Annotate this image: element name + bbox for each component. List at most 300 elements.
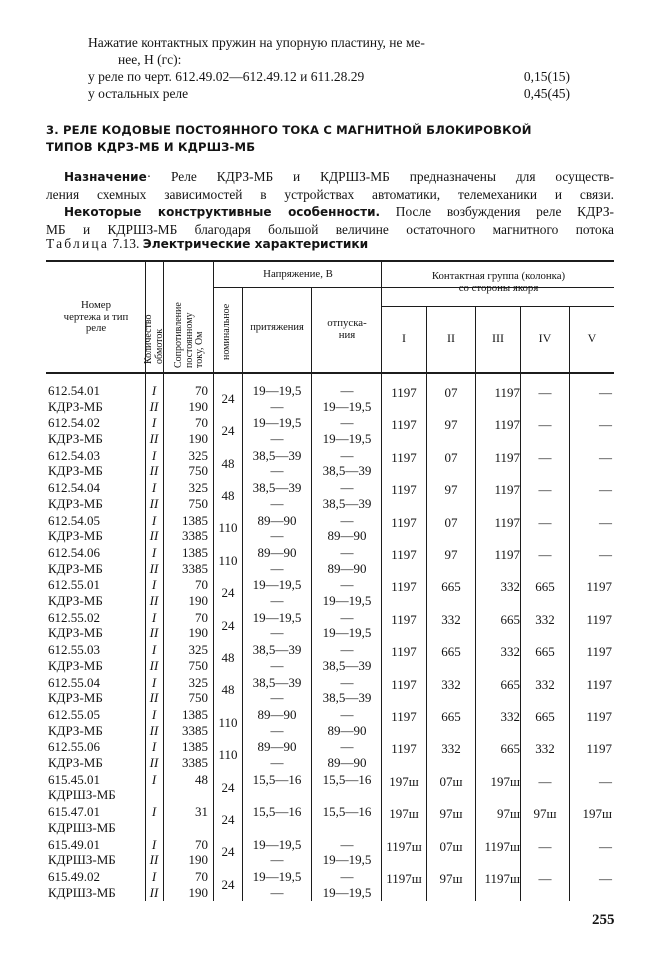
relay-type: КДРЗ-МБ [48, 463, 103, 479]
header-col-3 [476, 333, 520, 345]
contact-group-1: 1197ш [386, 838, 422, 854]
resistance-value: 325 [188, 642, 208, 658]
contact-group-3: 665 [500, 741, 520, 757]
contact-group-2: 07ш [439, 773, 463, 789]
winding-count: II [149, 592, 159, 608]
drawing-number: 612.54.05 [48, 512, 100, 528]
drawing-number: 612.55.06 [48, 739, 100, 755]
header-text: ния [338, 328, 356, 341]
pickup-voltage: — [270, 722, 284, 738]
winding-count: II [149, 463, 159, 479]
pickup-voltage: 19—19,5 [252, 609, 302, 625]
contact-group-3: 1197 [494, 547, 520, 562]
release-voltage: 19—19,5 [322, 592, 372, 608]
release-voltage: — [340, 609, 354, 625]
contact-group-5: — [599, 514, 612, 530]
drawing-number: 612.54.02 [48, 415, 100, 431]
winding-count: II [149, 528, 159, 544]
pickup-voltage: — [270, 852, 284, 868]
winding-count: I [151, 707, 157, 722]
contact-group-2: 665 [441, 709, 461, 724]
contact-group-4: — [538, 514, 552, 530]
contact-group-2: 332 [441, 676, 461, 692]
drawing-number: 612.55.03 [48, 642, 100, 658]
resistance-value: 190 [188, 852, 208, 868]
contact-group-2: 07 [444, 449, 458, 465]
paragraph-text: После возбуждения реле КДРЗ- [380, 204, 614, 219]
release-voltage: 38,5—39 [322, 657, 372, 673]
contact-group-1: 1197 [391, 709, 417, 724]
winding-count: I [151, 739, 157, 755]
resistance-value: 70 [195, 836, 208, 852]
release-voltage: 89—90 [327, 722, 367, 738]
contact-group-2: 97 [444, 417, 458, 433]
resistance-value: 70 [195, 415, 208, 431]
header-text: постоянному [183, 312, 195, 368]
relay-type: КДРЗ-МБ [48, 592, 103, 608]
pickup-voltage: 38,5—39 [252, 642, 302, 658]
header-pickup [243, 322, 311, 334]
release-voltage: — [340, 415, 354, 431]
purpose-label: Назначение [64, 170, 147, 184]
drawing-number: 612.55.04 [48, 674, 100, 690]
nominal-voltage: 110 [218, 747, 238, 763]
release-voltage: 38,5—39 [322, 690, 372, 706]
contact-group-3: 1197 [494, 385, 520, 400]
spec-text: Нажатие контактных пружин на упорную пластину, не ме- [88, 35, 425, 50]
contact-group-3: 1197 [494, 449, 520, 465]
resistance-value: 750 [188, 690, 208, 706]
release-voltage: 19—19,5 [322, 398, 372, 414]
header-number [48, 300, 144, 335]
release-voltage: 19—19,5 [322, 852, 372, 868]
pickup-voltage: 19—19,5 [252, 836, 302, 852]
relay-type: КДРШЗ-МБ [48, 819, 116, 835]
pickup-voltage: 15,5—16 [252, 804, 302, 820]
winding-count: II [149, 495, 159, 511]
winding-count: II [149, 430, 159, 446]
contact-group-5: — [599, 449, 612, 465]
contact-group-5: — [599, 482, 612, 498]
relay-type: КДРЗ-МБ [48, 495, 103, 511]
header-col-2 [427, 333, 475, 345]
contact-group-1: 1197 [391, 579, 417, 595]
resistance-value: 190 [188, 398, 208, 414]
contact-group-5: 1197 [586, 676, 612, 692]
pickup-voltage: 38,5—39 [252, 480, 302, 496]
header-text: току, Ом [194, 331, 205, 368]
drawing-number: 612.54.04 [48, 480, 100, 496]
pickup-voltage: 89—90 [257, 512, 297, 528]
resistance-value: 190 [188, 884, 208, 900]
header-text: со стороны якоря [458, 281, 539, 294]
contact-group-1: 1197 [391, 611, 417, 627]
contact-group-2: 97 [444, 482, 458, 498]
contact-group-2: 332 [441, 741, 461, 757]
contact-group-4: — [538, 838, 552, 854]
pickup-voltage: — [270, 625, 284, 641]
contact-group-4: — [538, 449, 552, 465]
relay-type: КДРЗ-МБ [48, 398, 103, 414]
nominal-voltage: 110 [218, 714, 238, 730]
pickup-voltage: 89—90 [257, 739, 297, 755]
contact-group-4: 332 [535, 611, 555, 627]
contact-group-1: 1197 [391, 547, 417, 562]
contact-group-4: 332 [535, 741, 555, 757]
nominal-voltage: 24 [221, 779, 235, 795]
pickup-voltage: 19—19,5 [252, 415, 302, 431]
header-text: I [402, 331, 406, 345]
header-resistance [174, 302, 206, 368]
winding-count: I [151, 804, 157, 820]
header-text: IV [538, 331, 552, 345]
contact-group-1: 1197 [391, 482, 417, 498]
contact-group-4: — [538, 871, 552, 886]
resistance-value: 70 [195, 869, 208, 884]
winding-count: I [151, 415, 157, 431]
contact-group-4: — [538, 773, 552, 789]
contact-group-5: — [599, 773, 612, 789]
drawing-number: 612.54.03 [48, 447, 100, 463]
contact-group-4: 97ш [533, 806, 557, 822]
contact-group-5: 1197 [586, 579, 612, 595]
header-text: Номер [80, 299, 111, 311]
release-voltage: — [340, 739, 354, 755]
header-text: обмоток [153, 328, 165, 364]
relay-type: КДРЗ-МБ [48, 625, 103, 641]
relay-type: КДРЗ-МБ [48, 430, 103, 446]
resistance-value: 70 [195, 577, 208, 593]
nominal-voltage: 48 [221, 682, 235, 698]
resistance-value: 1385 [182, 739, 208, 755]
contact-group-3: 197ш [490, 773, 520, 789]
contact-group-5: — [599, 838, 612, 854]
release-voltage: 15,5—16 [322, 804, 372, 820]
release-voltage: 19—19,5 [322, 430, 372, 446]
header-contacts [383, 271, 614, 294]
contact-group-5: — [599, 385, 612, 400]
nominal-voltage: 24 [221, 585, 235, 601]
release-voltage: — [340, 383, 354, 398]
contact-group-1: 1197 [391, 676, 417, 692]
contact-group-1: 1197ш [386, 871, 422, 886]
nominal-voltage: 24 [221, 876, 235, 892]
contact-group-3: 1197ш [484, 838, 520, 854]
header-bottom-rule [46, 372, 614, 374]
release-voltage: — [340, 545, 354, 560]
winding-count: II [149, 560, 159, 576]
contact-group-3: 97ш [496, 806, 520, 822]
winding-count: I [151, 642, 157, 658]
winding-count: II [149, 722, 159, 738]
release-voltage: 89—90 [327, 754, 367, 770]
drawing-number: 612.54.06 [48, 545, 100, 560]
winding-count: I [151, 836, 157, 852]
winding-count: II [149, 625, 159, 641]
contact-group-4: — [538, 482, 552, 498]
contact-group-4: 665 [535, 579, 555, 595]
contact-group-1: 197ш [389, 806, 419, 822]
contact-group-3: 1197ш [484, 871, 520, 886]
release-voltage: 89—90 [327, 560, 367, 576]
resistance-value: 750 [188, 657, 208, 673]
header-text: притяжения [250, 322, 304, 333]
caption-title: Электрические характеристики [142, 237, 369, 251]
contact-group-4: — [538, 417, 552, 433]
contact-group-2: 97 [444, 547, 458, 562]
header-text: Контактная группа (колонка) [431, 270, 566, 282]
release-voltage: 89—90 [327, 528, 367, 544]
drawing-number: 615.45.01 [48, 771, 100, 787]
nominal-voltage: 24 [221, 844, 235, 860]
winding-count: I [151, 447, 157, 463]
pickup-voltage: — [270, 592, 284, 608]
winding-count: II [149, 852, 159, 868]
relay-type: КДРШЗ-МБ [48, 884, 116, 900]
contact-group-1: 1197 [391, 417, 417, 433]
pickup-voltage: 89—90 [257, 707, 297, 722]
contact-group-2: 97ш [439, 806, 463, 822]
resistance-value: 70 [195, 609, 208, 625]
relay-type: КДРЗ-МБ [48, 560, 103, 576]
paragraph-text: · Реле КДРЗ-МБ и КДРШЗ-МБ предназначены для осуществ- [146, 169, 614, 184]
release-voltage: 19—19,5 [322, 625, 372, 641]
release-voltage: 15,5—16 [322, 771, 372, 787]
contact-group-3: 665 [500, 676, 520, 692]
resistance-value: 31 [195, 804, 208, 820]
contact-group-2: 97ш [439, 871, 463, 886]
contact-group-3: 332 [500, 579, 520, 595]
contact-group-1: 1197 [391, 644, 417, 660]
header-col-1 [383, 333, 425, 345]
features-label: Некоторые конструктивные особенности. [64, 205, 381, 219]
winding-count: I [151, 545, 157, 560]
contact-group-3: 665 [500, 611, 520, 627]
nominal-voltage: 24 [221, 617, 235, 633]
winding-count: I [151, 512, 157, 528]
resistance-value: 750 [188, 495, 208, 511]
contact-group-2: 332 [441, 611, 461, 627]
caption-prefix: Таблица [46, 236, 110, 251]
nominal-voltage: 110 [218, 520, 238, 536]
spec-value: 0,45(45) [523, 86, 570, 101]
resistance-value: 750 [188, 463, 208, 479]
header-text: номинальное [221, 303, 232, 360]
contact-group-1: 1197 [391, 385, 417, 400]
winding-count: II [149, 398, 159, 414]
resistance-value: 3385 [182, 528, 208, 544]
contact-group-2: 07 [444, 385, 458, 400]
contact-group-4: 665 [535, 709, 555, 724]
resistance-value: 48 [195, 771, 208, 787]
contact-group-3: 1197 [494, 482, 520, 498]
header-text: II [447, 331, 455, 345]
resistance-value: 325 [188, 480, 208, 496]
header-text: Напряжение, В [263, 268, 333, 280]
pickup-voltage: 15,5—16 [252, 771, 302, 787]
drawing-number: 615.47.01 [48, 804, 100, 820]
pickup-voltage: — [270, 884, 284, 900]
release-voltage: 19—19,5 [322, 884, 372, 900]
nominal-voltage: 110 [218, 552, 238, 568]
release-voltage: — [340, 642, 354, 658]
release-voltage: 38,5—39 [322, 495, 372, 511]
contact-group-5: — [599, 871, 612, 886]
contact-group-2: 665 [441, 579, 461, 595]
winding-count: I [151, 674, 157, 690]
winding-count: I [151, 771, 157, 787]
contact-group-5: — [599, 547, 612, 562]
release-voltage: — [340, 674, 354, 690]
contact-group-1: 1197 [391, 514, 417, 530]
winding-count: II [149, 657, 159, 673]
contact-group-3: 1197 [494, 417, 520, 433]
release-voltage: 38,5—39 [322, 463, 372, 479]
resistance-value: 190 [188, 430, 208, 446]
winding-count: I [151, 869, 157, 884]
contact-group-4: — [538, 547, 552, 562]
relay-type: КДРШЗ-МБ [48, 852, 116, 868]
caption-number: 7.13. [109, 236, 143, 251]
winding-count: II [149, 754, 159, 770]
spec-label: у остальных реле [88, 86, 189, 101]
winding-count: I [151, 480, 157, 496]
contacts-subrule [382, 306, 614, 307]
paragraph-line: ления схемных зависимостей в устройствах автоматики, телемеханики и связи. [46, 187, 614, 202]
header-voltage [214, 269, 382, 281]
pickup-voltage: — [270, 463, 284, 479]
resistance-value: 1385 [182, 512, 208, 528]
header-col-4 [521, 333, 569, 345]
pickup-voltage: — [270, 657, 284, 673]
col-rule [213, 261, 214, 901]
relay-type: КДРЗ-МБ [48, 690, 103, 706]
contact-group-4: 332 [535, 676, 555, 692]
drawing-number: 612.54.01 [48, 383, 100, 398]
nominal-voltage: 48 [221, 487, 235, 503]
spec-label: у реле по черт. 612.49.02—612.49.12 и 611.28.29 [88, 69, 365, 84]
header-release [312, 318, 382, 341]
pickup-voltage: 38,5—39 [252, 674, 302, 690]
pickup-voltage: 19—19,5 [252, 869, 302, 884]
contact-group-2: 07ш [439, 838, 463, 854]
pickup-voltage: — [270, 690, 284, 706]
contact-group-4: — [538, 385, 552, 400]
paragraph-line: МБ и КДРШЗ-МБ благодаря большой величине остаточного магнитного потока [46, 222, 614, 237]
release-voltage: — [340, 707, 354, 722]
release-voltage: — [340, 480, 354, 496]
resistance-value: 190 [188, 592, 208, 608]
nominal-voltage: 24 [221, 423, 235, 439]
drawing-number: 615.49.01 [48, 836, 100, 852]
relay-type: КДРЗ-МБ [48, 722, 103, 738]
header-text: отпуска- [327, 317, 367, 329]
winding-count: I [151, 383, 157, 398]
resistance-value: 3385 [182, 722, 208, 738]
winding-count: II [149, 884, 159, 900]
header-text: реле [85, 322, 107, 334]
header-text: Сопротивление [173, 302, 184, 368]
header-windings [144, 314, 165, 364]
pickup-voltage: — [270, 430, 284, 446]
resistance-value: 1385 [182, 707, 208, 722]
drawing-number: 612.55.05 [48, 707, 100, 722]
release-voltage: — [340, 512, 354, 528]
contact-group-5: 1197 [586, 709, 612, 724]
relay-type: КДРШЗ-МБ [48, 787, 116, 803]
header-text: V [587, 331, 597, 345]
page-number: 255 [592, 912, 615, 928]
resistance-value: 1385 [182, 545, 208, 560]
resistance-value: 325 [188, 447, 208, 463]
pickup-voltage: 38,5—39 [252, 447, 302, 463]
contact-group-5: — [599, 417, 612, 433]
resistance-value: 3385 [182, 560, 208, 576]
header-text: III [492, 331, 504, 345]
contact-group-5: 1197 [586, 741, 612, 757]
relay-type: КДРЗ-МБ [48, 657, 103, 673]
header-text: чертежа и тип [63, 310, 129, 323]
contact-group-2: 665 [441, 644, 461, 660]
contact-group-1: 1197 [391, 741, 417, 757]
pickup-voltage: — [270, 495, 284, 511]
contact-group-5: 197ш [582, 806, 612, 822]
pickup-voltage: 89—90 [257, 545, 297, 560]
heading-line: 3. РЕЛЕ КОДОВЫЕ ПОСТОЯННОГО ТОКА С МАГНИТНОЙ БЛОКИРОВКОЙ [46, 123, 532, 137]
winding-count: II [149, 690, 159, 706]
contact-group-3: 332 [500, 709, 520, 724]
header-nominal [222, 304, 233, 360]
contact-group-1: 197ш [389, 773, 419, 789]
pickup-voltage: — [270, 528, 284, 544]
spec-text: нее, Н (гс): [118, 52, 182, 67]
contact-group-2: 07 [444, 514, 458, 530]
pickup-voltage: — [270, 754, 284, 770]
contact-group-4: 665 [535, 644, 555, 660]
release-voltage: — [340, 836, 354, 852]
contact-group-3: 1197 [494, 514, 520, 530]
header-col-5 [570, 333, 614, 345]
drawing-number: 612.55.02 [48, 609, 100, 625]
pickup-voltage: — [270, 398, 284, 414]
heading-line: ТИПОВ КДРЗ-МБ И КДРШЗ-МБ [46, 140, 256, 154]
resistance-value: 190 [188, 625, 208, 641]
nominal-voltage: 24 [221, 811, 235, 827]
contact-group-5: 1197 [586, 644, 612, 660]
nominal-voltage: 24 [221, 390, 235, 406]
release-voltage: — [340, 447, 354, 463]
pickup-voltage: 19—19,5 [252, 383, 302, 398]
spec-value: 0,15(15) [523, 69, 570, 84]
winding-count: I [151, 577, 157, 593]
drawing-number: 615.49.02 [48, 869, 100, 884]
resistance-value: 3385 [182, 754, 208, 770]
contact-group-3: 332 [500, 644, 520, 660]
resistance-value: 325 [188, 674, 208, 690]
pickup-voltage: — [270, 560, 284, 576]
winding-count: I [151, 609, 157, 625]
relay-type: КДРЗ-МБ [48, 754, 103, 770]
table-top-rule [46, 260, 614, 262]
nominal-voltage: 48 [221, 455, 235, 471]
nominal-voltage: 48 [221, 649, 235, 665]
contact-group-5: 1197 [586, 611, 612, 627]
relay-type: КДРЗ-МБ [48, 528, 103, 544]
release-voltage: — [340, 577, 354, 593]
drawing-number: 612.55.01 [48, 577, 100, 593]
resistance-value: 70 [195, 383, 208, 398]
header-text: Количество [143, 314, 154, 364]
